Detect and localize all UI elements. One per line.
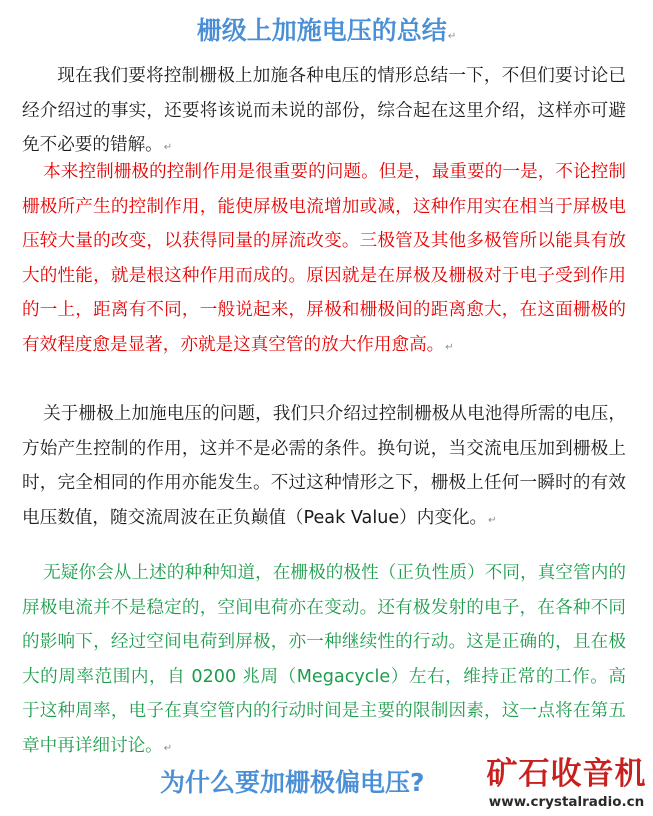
- paragraph-4-text: 无疑你会从上述的种种知道，在栅极的极性（正负性质）不同，真空管内的屏极电流并不是稳定的，空间电荷亦在变动。还有极发射的电子，在各种不同的影响下，经过空间电荷到屏极，亦一种继续性的行动。这是正确的，且在极大的周率范围内，自 0200 兆周（Megacycle）左右，维持正常的工作。高于这种周率，电子在真空管内的行动时间是主要的限制因素，这一点将在第五章中再详细讨论。: [22, 563, 626, 756]
- document-title: [0, 16, 653, 52]
- paragraph-3: [22, 397, 626, 538]
- paragraph-2-text: 本来控制栅极的控制作用是很重要的问题。但是，最重要的一是，不论控制栅极所产生的控制作用，能使屏极电流增加或减，这种作用实在相当于屏极电压较大量的改变，以获得同量的屏流改变。三极管及其他多极管所以能具有放大的性能，就是根这种作用而成的。原因就是在屏极及栅极对于电子受到作用的一上，距离有不同，一般说起来，屏极和栅极间的距离愈大，在这面栅极的有效程度愈是显著，亦就是这真空管的放大作用愈高。: [22, 162, 626, 355]
- paragraph-mark-icon: ↵: [163, 142, 173, 154]
- site-logo: [484, 756, 649, 810]
- paragraph-4: [22, 556, 626, 767]
- paragraph-1-text: 现在我们要将控制栅极上加施各种电压的情形总结一下，不但们要讨论已经介绍过的事实，还要将该说而未说的部份，综合起在这里介绍，这样亦可避免不必要的错解。: [22, 66, 626, 156]
- paragraph-mark-icon: ↵: [163, 742, 173, 754]
- paragraph-2: [22, 155, 626, 366]
- paragraph-mark-icon: ↵: [445, 341, 454, 353]
- paragraph-3-text: 关于栅极上加施电压的问题，我们只介绍过控制栅极从电池得所需的电压，方始产生控制的作用，这并不是必需的条件。换句说，当交流电压加到栅极上时，完全相同的作用亦能发生。不过这种情形之下，栅极上任何一瞬时的有效电压数值，随交流周波在正负巅值（Peak Value）内变化。: [22, 404, 626, 528]
- logo-name: 矿石收音机: [486, 756, 647, 792]
- paragraph-mark-icon: ↵: [447, 31, 457, 42]
- next-section-heading: 为什么要加栅极偏电压?: [160, 768, 425, 797]
- logo-url: www.crystalradio.cn: [488, 794, 645, 810]
- paragraph-mark-icon: ↵: [488, 514, 497, 526]
- title-text: 栅级上加施电压的总结: [196, 16, 447, 45]
- paragraph-1: [22, 59, 626, 166]
